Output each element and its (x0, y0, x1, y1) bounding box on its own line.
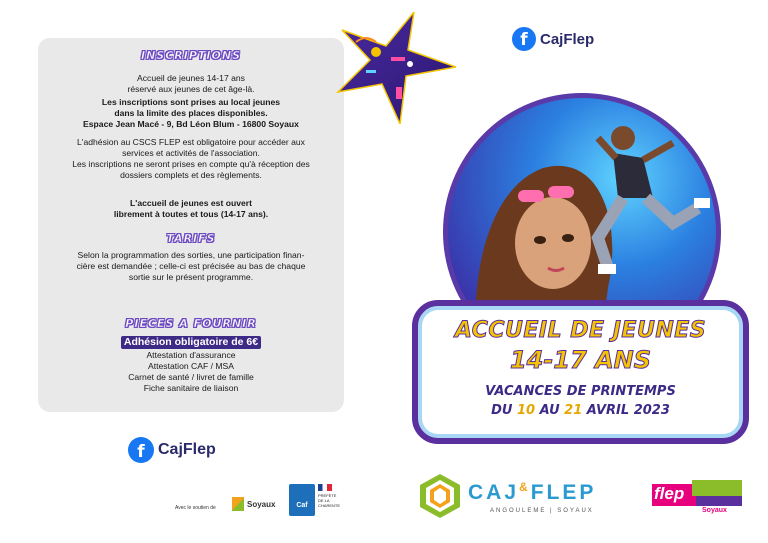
cajflep-brand-bottom[interactable] (128, 437, 216, 463)
text-line: réservé aux jeunes de cet âge-là. (127, 84, 255, 94)
list-item: Carnet de santé / livret de famille (128, 372, 254, 382)
text-line: Accueil de jeunes 14-17 ans (137, 73, 245, 83)
date-start: 10 (516, 403, 536, 418)
french-flag-icon (318, 484, 332, 491)
date-text: AVRIL 2023 (582, 403, 670, 418)
facebook-icon: f (128, 437, 154, 463)
inscriptions-intro (38, 73, 344, 95)
list-item: Attestation CAF / MSA (148, 361, 234, 371)
text-line: dossiers complets et des règlements. (120, 170, 262, 180)
address: Espace Jean Macé - 9, Bd Léon Blum - 16800 Soyaux (83, 119, 299, 129)
facebook-icon: f (512, 27, 536, 51)
tarifs-title: TARIFS (166, 232, 216, 245)
info-panel (38, 38, 344, 412)
caj-flep-mark-icon (420, 474, 460, 518)
caj-text: CAJ (468, 481, 520, 504)
banner-subtitle: VACANCES DE PRINTEMPS (485, 384, 676, 399)
banner-age-range: 14-17 ANS (509, 346, 652, 374)
pieces-title: PIECES A FOURNIR (125, 317, 257, 330)
text-line: sortie sur le présent programme. (128, 272, 254, 282)
prefecture-line: PRÉFÈTE (318, 493, 337, 498)
support-label: Avec le soutien de (175, 505, 216, 511)
event-title-banner (412, 300, 749, 444)
soyaux-mark-icon (232, 497, 244, 511)
inscriptions-title: INSCRIPTIONS (141, 49, 241, 62)
brand-name: CajFlep (540, 30, 595, 48)
inscriptions-open (38, 198, 344, 220)
text-line: dans la limite des places disponibles. (114, 108, 268, 118)
amp-text: & (519, 480, 531, 494)
decorative-star-icon (336, 12, 456, 124)
soyaux-logo (232, 497, 275, 511)
date-text: AU (535, 403, 565, 418)
text-line: cière est demandée ; celle-ci est précisée au bas de chaque (76, 261, 306, 271)
inscriptions-membership (38, 137, 344, 181)
flep-text: FLEP (530, 481, 597, 504)
text-line: Selon la programmation des sorties, une participation finan- (77, 250, 305, 260)
banner-title: ACCUEIL DE JEUNES (454, 318, 707, 343)
text-line: L'adhésion au CSCS FLEP est obligatoire pour accéder aux (77, 137, 305, 147)
prefecture-logo (318, 484, 350, 516)
flep-subtitle: Soyaux (702, 507, 727, 514)
caf-text: Caf (296, 502, 308, 509)
caj-flep-wordmark (468, 480, 596, 505)
soyaux-text: Soyaux (247, 499, 276, 509)
date-end: 21 (564, 403, 583, 418)
text-line: Les inscriptions ne seront prises en compte qu'à réception des (72, 159, 310, 169)
flep-block (692, 480, 742, 496)
text-line: services et activités de l'association. (122, 148, 260, 158)
list-item: Attestation d'assurance (146, 350, 236, 360)
date-text: DU (491, 403, 517, 418)
banner-dates (418, 403, 743, 418)
text-line: librement à toutes et tous (14-17 ans). (113, 209, 269, 219)
text-line: Les inscriptions sont prises au local jeunes (101, 97, 281, 107)
caj-flep-logo (420, 474, 610, 520)
tarifs-text (38, 250, 344, 283)
prefecture-line: CHARENTE (318, 503, 341, 508)
membership-fee-badge: Adhésion obligatoire de 6€ (121, 336, 261, 349)
flep-text: flep (654, 484, 685, 503)
text-line: L'accueil de jeunes est ouvert (130, 198, 252, 208)
flep-block (696, 496, 742, 506)
brand-name: CajFlep (158, 441, 216, 458)
caj-flep-subtitle: ANGOULEME | SOYAUX (490, 508, 594, 514)
inscriptions-location (38, 97, 344, 130)
flep-soyaux-logo (652, 480, 742, 516)
prefecture-line: DE LA (318, 498, 330, 503)
cajflep-brand-top[interactable] (512, 27, 594, 51)
pieces-list (38, 336, 344, 394)
caf-logo (289, 484, 315, 516)
list-item: Fiche sanitaire de liaison (143, 383, 239, 393)
